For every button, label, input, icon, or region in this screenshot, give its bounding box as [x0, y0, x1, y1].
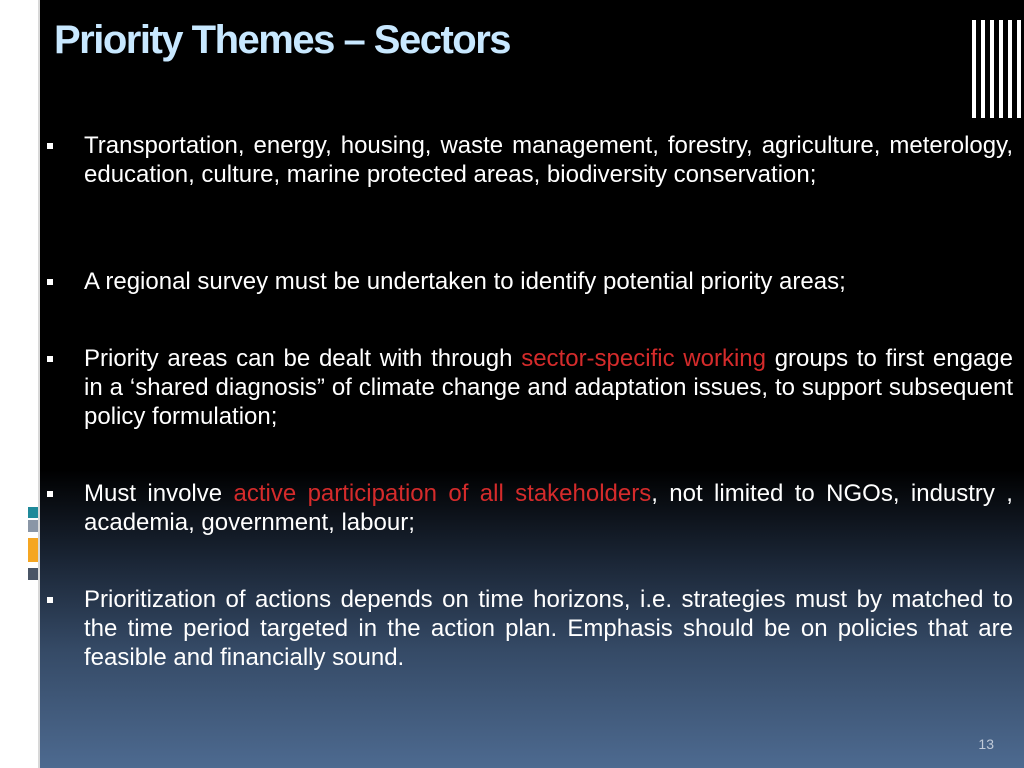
bullet-square-icon	[47, 356, 53, 362]
deco-bar	[1017, 20, 1021, 118]
deco-block-teal	[28, 507, 38, 518]
deco-block-gray	[28, 520, 38, 532]
slide	[40, 0, 1024, 768]
bullet-square-icon	[47, 597, 53, 603]
bullet-square-icon	[47, 491, 53, 497]
bullet-text: A regional survey must be undertaken to identify potential priority areas;	[84, 268, 846, 295]
deco-bar	[999, 20, 1003, 118]
bullet-text-part: groups to first engage in a ‘shared diagnosis” of climate change and adaptation issues, to support subsequent policy formulation;	[84, 345, 1013, 430]
deco-bar	[990, 20, 994, 118]
deco-bar	[1008, 20, 1012, 118]
deco-block-orange	[28, 538, 38, 562]
left-decorative-strip	[0, 0, 40, 768]
deco-bar	[981, 20, 985, 118]
bullet-text-part: Priority areas can be dealt with through	[84, 345, 522, 372]
bullet-text: Transportation, energy, housing, waste management, forestry, agriculture, meterology, education, culture, marine protected areas, biodiversity conservation;	[84, 132, 1013, 188]
page-number: 13	[978, 736, 994, 752]
bullet-text-part: , not limited to NGOs, industry , academia, government, labour;	[84, 480, 1013, 536]
highlighted-phrase: active participation of all stakeholders	[233, 480, 652, 507]
bullet-text	[84, 479, 1013, 537]
slide-title: Priority Themes – Sectors	[54, 18, 511, 62]
highlighted-phrase: sector-specific working	[521, 345, 766, 372]
deco-bar	[972, 20, 976, 118]
bullet-square-icon	[47, 143, 53, 149]
bullet-text	[84, 344, 1013, 431]
bullet-text-part: Must involve	[84, 480, 234, 507]
bullet-text: Prioritization of actions depends on time horizons, i.e. strategies must by matched to the time period targeted in the action plan. Emphasis should be on policies that are feasible and financially sound.	[84, 586, 1013, 671]
deco-block-slate	[28, 568, 38, 580]
decorative-bars	[968, 20, 1024, 118]
bullet-square-icon	[47, 279, 53, 285]
